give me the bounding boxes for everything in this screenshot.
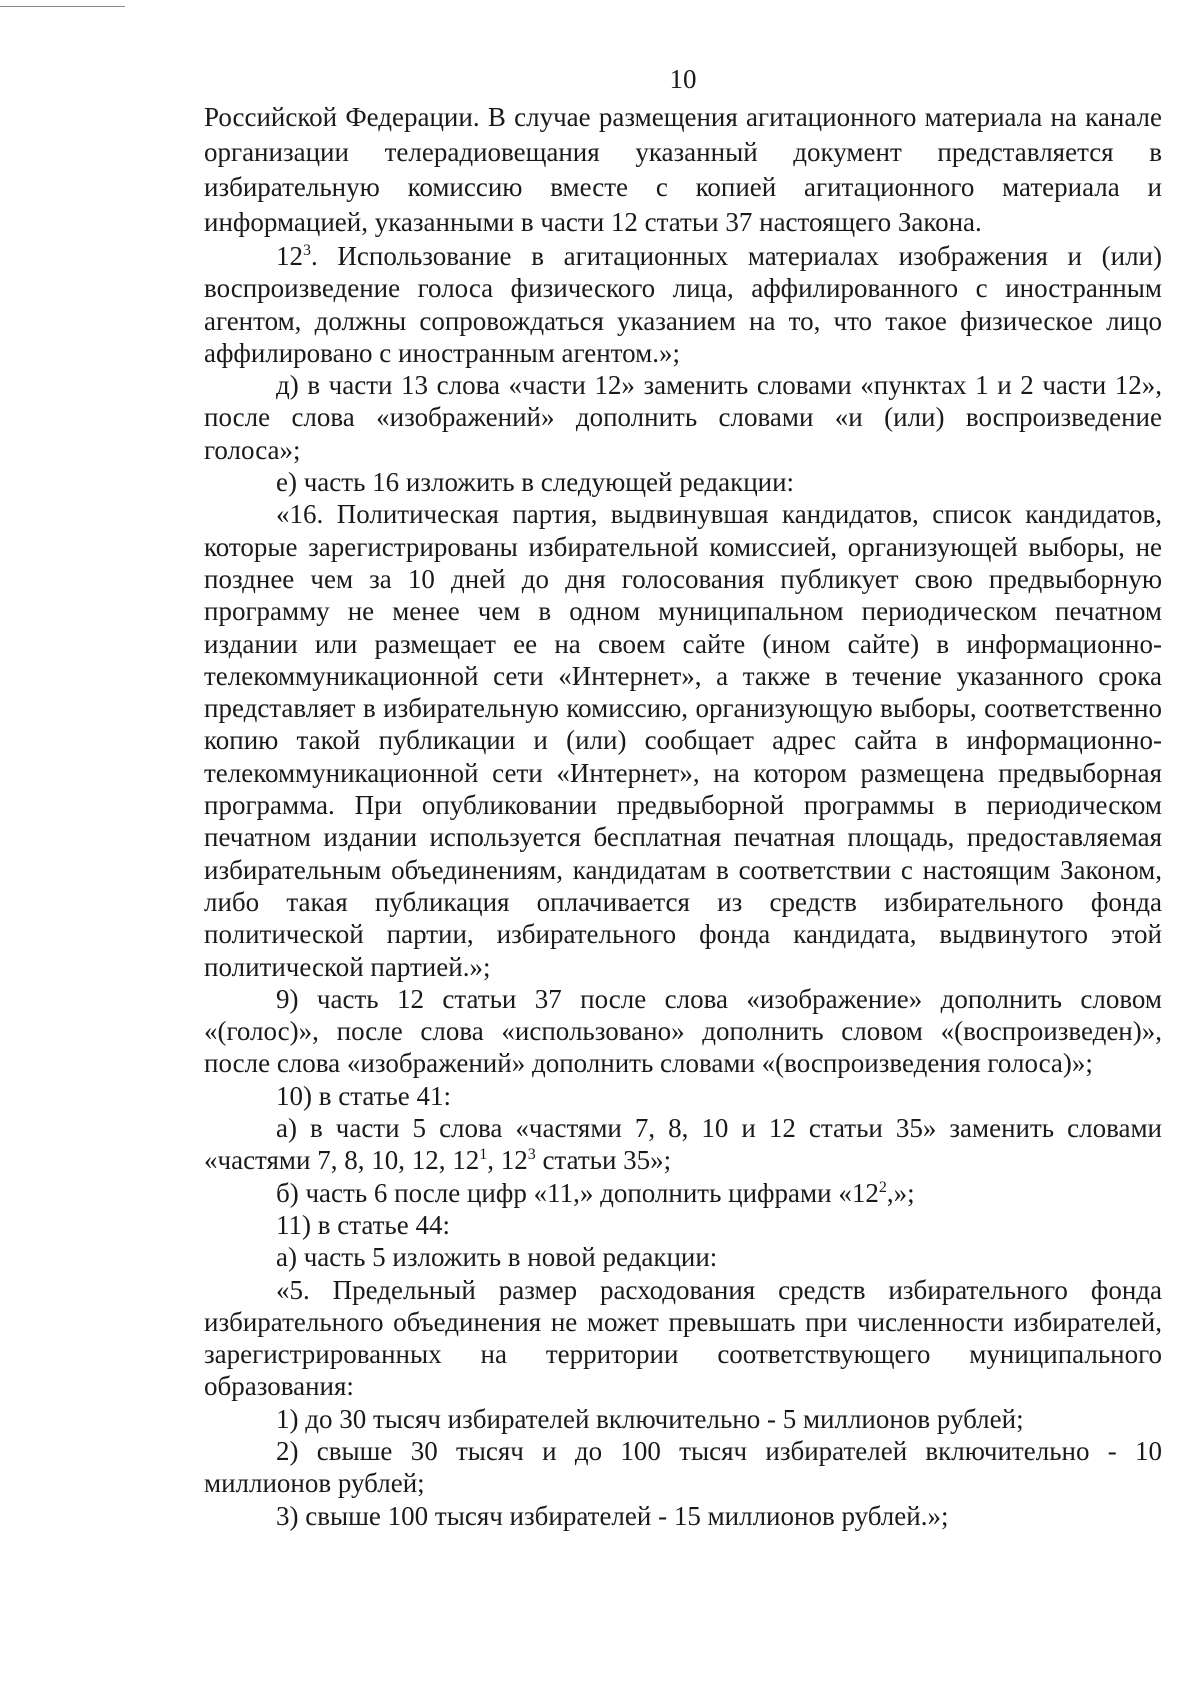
top-block <box>204 100 1162 240</box>
paragraph-11: 11) в статье 44: <box>276 1209 450 1240</box>
paragraph-continuation: Российской Федерации. В случае размещения агитационного материала на канале организации телерадиовещания указанный документ представляется в избирательную комиссию вместе с копией агитационного материала и информацией, указанными в части 12 статьи 37 настоящего Закона. <box>204 102 1162 237</box>
paragraph-10: 10) в статье 41: <box>276 1080 451 1111</box>
paragraph-12-3: $12^3$. Использование в агитационных материалах изображения и (или) воспроизведение голоса физического лица, аффилированного с иностранным агентом, должны сопровождаться указанием на то, что такое физическое лицо аффилировано с иностранным агентом.»; <box>204 241 1162 368</box>
paragraph-d: д) в части 13 слова «части 12» заменить словами «пунктах 1 и 2 части 12», после слова «изображений» дополнить словами «и (или) воспроизведение голоса»; <box>204 370 1162 465</box>
paragraph-9: 9) часть 12 статьи 37 после слова «изображение» дополнить словом «(голос)», после слова «использовано» дополнить словом «(воспроизведен)», после слова «изображений» дополнить словами «(воспроизведения голоса)»; <box>204 983 1162 1079</box>
paragraph-10-a: а) в части 5 слова «частями 7, 8, 10 и 12 статьи 35» заменить словами «частями 7, 8, 10, 12, $12^1$, $12^3$ статьи 35»; <box>204 1113 1162 1176</box>
paragraph-10-b: б) часть 6 после цифр «11,» дополнить цифрами «$12^2$,»; <box>276 1177 915 1208</box>
paragraph-16: «16. Политическая партия, выдвинувшая кандидатов, список кандидатов, которые зарегистрированы избирательной комиссией, организующей выборы, не позднее чем за 10 дней до дня голосования публикует свою предвыборную программу не менее чем в одном муниципальном периодическом печатном издании или размещает ее на своем сайте (ином сайте) в информационно-телекоммуникационной сети «Интернет», а также в течение указанного срока представляет в избирательную комиссию, организующую выборы, соответственно копию такой публикации и (или) сообщает адрес сайта в информационно-телекоммуникационной сети «Интернет», на котором размещена предвыборная программа. При опубликовании предвыборной программы в периодическом печатном издании используется бесплатная печатная площадь, предоставляемая избирательным объединениям, кандидатам в соответствии с настоящим Законом, либо такая публикация оплачивается из средств избирательного фонда политической партии, избирательного фонда кандидата, выдвинутого этой политической партией.»; <box>204 499 1162 982</box>
list-item-1: 1) до 30 тысяч избирателей включительно - 5 миллионов рублей; <box>276 1403 1024 1434</box>
scan-edge-line <box>0 6 125 7</box>
paragraph-e: е) часть 16 изложить в следующей редакции: <box>276 467 795 498</box>
document-page <box>204 58 1162 1532</box>
page-number: 10 <box>669 64 697 94</box>
paragraph-11-a: а) часть 5 изложить в новой редакции: <box>276 1242 718 1273</box>
list-item-3: 3) свыше 100 тысяч избирателей - 15 миллионов рублей.»; <box>276 1500 949 1531</box>
paragraph-5: «5. Предельный размер расходования средств избирательного фонда избирательного объединения не может превышать при численности избирателей, зарегистрированных на территории соответствующего муниципального образования: <box>204 1274 1162 1402</box>
list-item-2: 2) свыше 30 тысяч и до 100 тысяч избирателей включительно - 10 миллионов рублей; <box>204 1435 1162 1499</box>
